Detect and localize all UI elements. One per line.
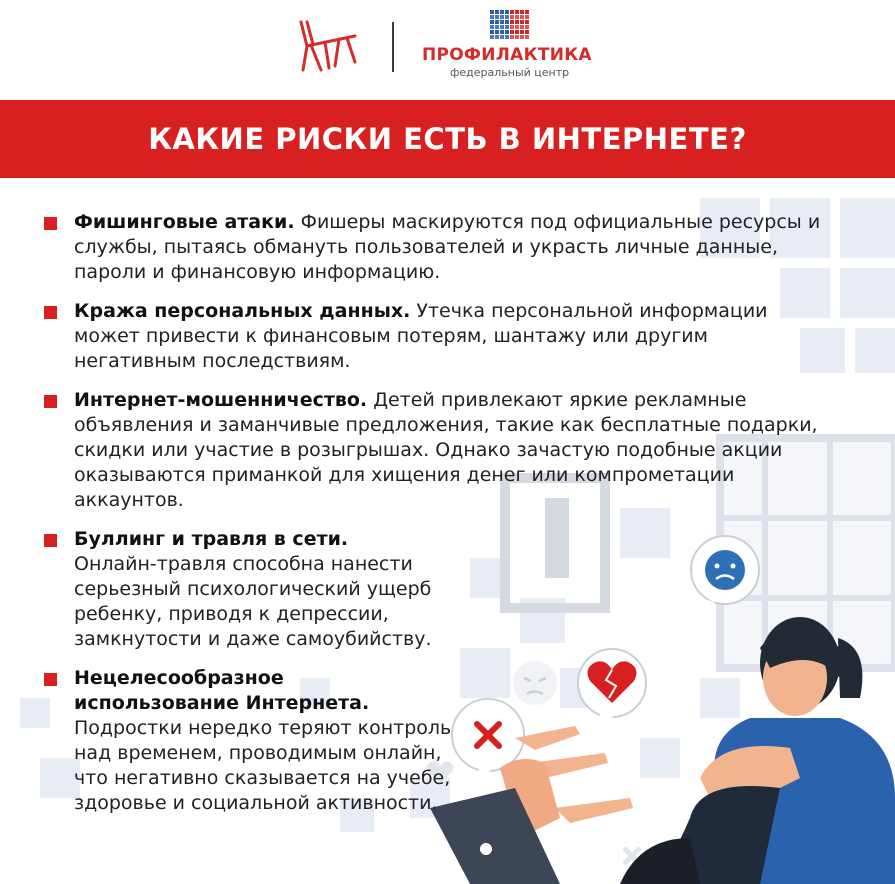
- bullet-square: [44, 673, 57, 686]
- brand-name: ПРОФИЛАКТИКА: [422, 45, 592, 65]
- bullet-square: [44, 395, 57, 408]
- bullet-square: [44, 217, 57, 230]
- page-title: КАКИЕ РИСКИ ЕСТЬ В ИНТЕРНЕТЕ?: [148, 122, 747, 156]
- title-banner: [0, 100, 895, 178]
- grid-logo-icon: [490, 10, 530, 40]
- bullet-square: [44, 534, 57, 547]
- chair-logo-icon: [295, 18, 361, 74]
- risk-item-data-theft: [44, 299, 834, 374]
- risk-item-internet-misuse: [44, 666, 454, 816]
- risk-title: Интернет-мошенничество.: [74, 389, 368, 411]
- risk-item-phishing: [44, 210, 834, 285]
- risk-text: Фишеры маскируются под официальные ресурсы и службы, пытаясь обмануть пользователей и украсть личные данные, пароли и финансовую информацию.: [74, 211, 821, 283]
- risks-list: [44, 210, 834, 830]
- bullet-square: [44, 306, 57, 319]
- risk-item-bullying: [44, 527, 474, 652]
- risk-text: Утечка персональной информации может привести к финансовым потерям, шантажу или другим негативным последствиям.: [74, 300, 768, 372]
- risk-text: Подростки нередко теряют контроль над временем, проводимым онлайн, что негативно сказывается на учебе, здоровье и социальной активности.: [74, 717, 452, 814]
- risk-title: Буллинг и травля в сети.: [74, 528, 349, 550]
- header: [0, 0, 895, 100]
- logo-divider: [392, 22, 394, 72]
- risk-title: Нецелесообразное использование Интернета.: [74, 667, 370, 714]
- risk-text: Онлайн-травля способна нанести серьезный психологический ущерб ребенку, приводя к депрессии, замкнутости и даже самоубийству.: [74, 553, 432, 650]
- risk-item-fraud: [44, 388, 834, 513]
- risk-text: Детей привлекают яркие рекламные объявления и заманчивые предложения, такие как бесплатные подарки, скидки или участие в розыгрышах. Однако зачастую подобные акции оказываются приманкой для хищения денег или компрометации аккаунтов.: [74, 389, 818, 511]
- risk-title: Фишинговые атаки.: [74, 211, 295, 233]
- brand-subtitle: федеральный центр: [450, 66, 570, 79]
- risk-title: Кража персональных данных.: [74, 300, 411, 322]
